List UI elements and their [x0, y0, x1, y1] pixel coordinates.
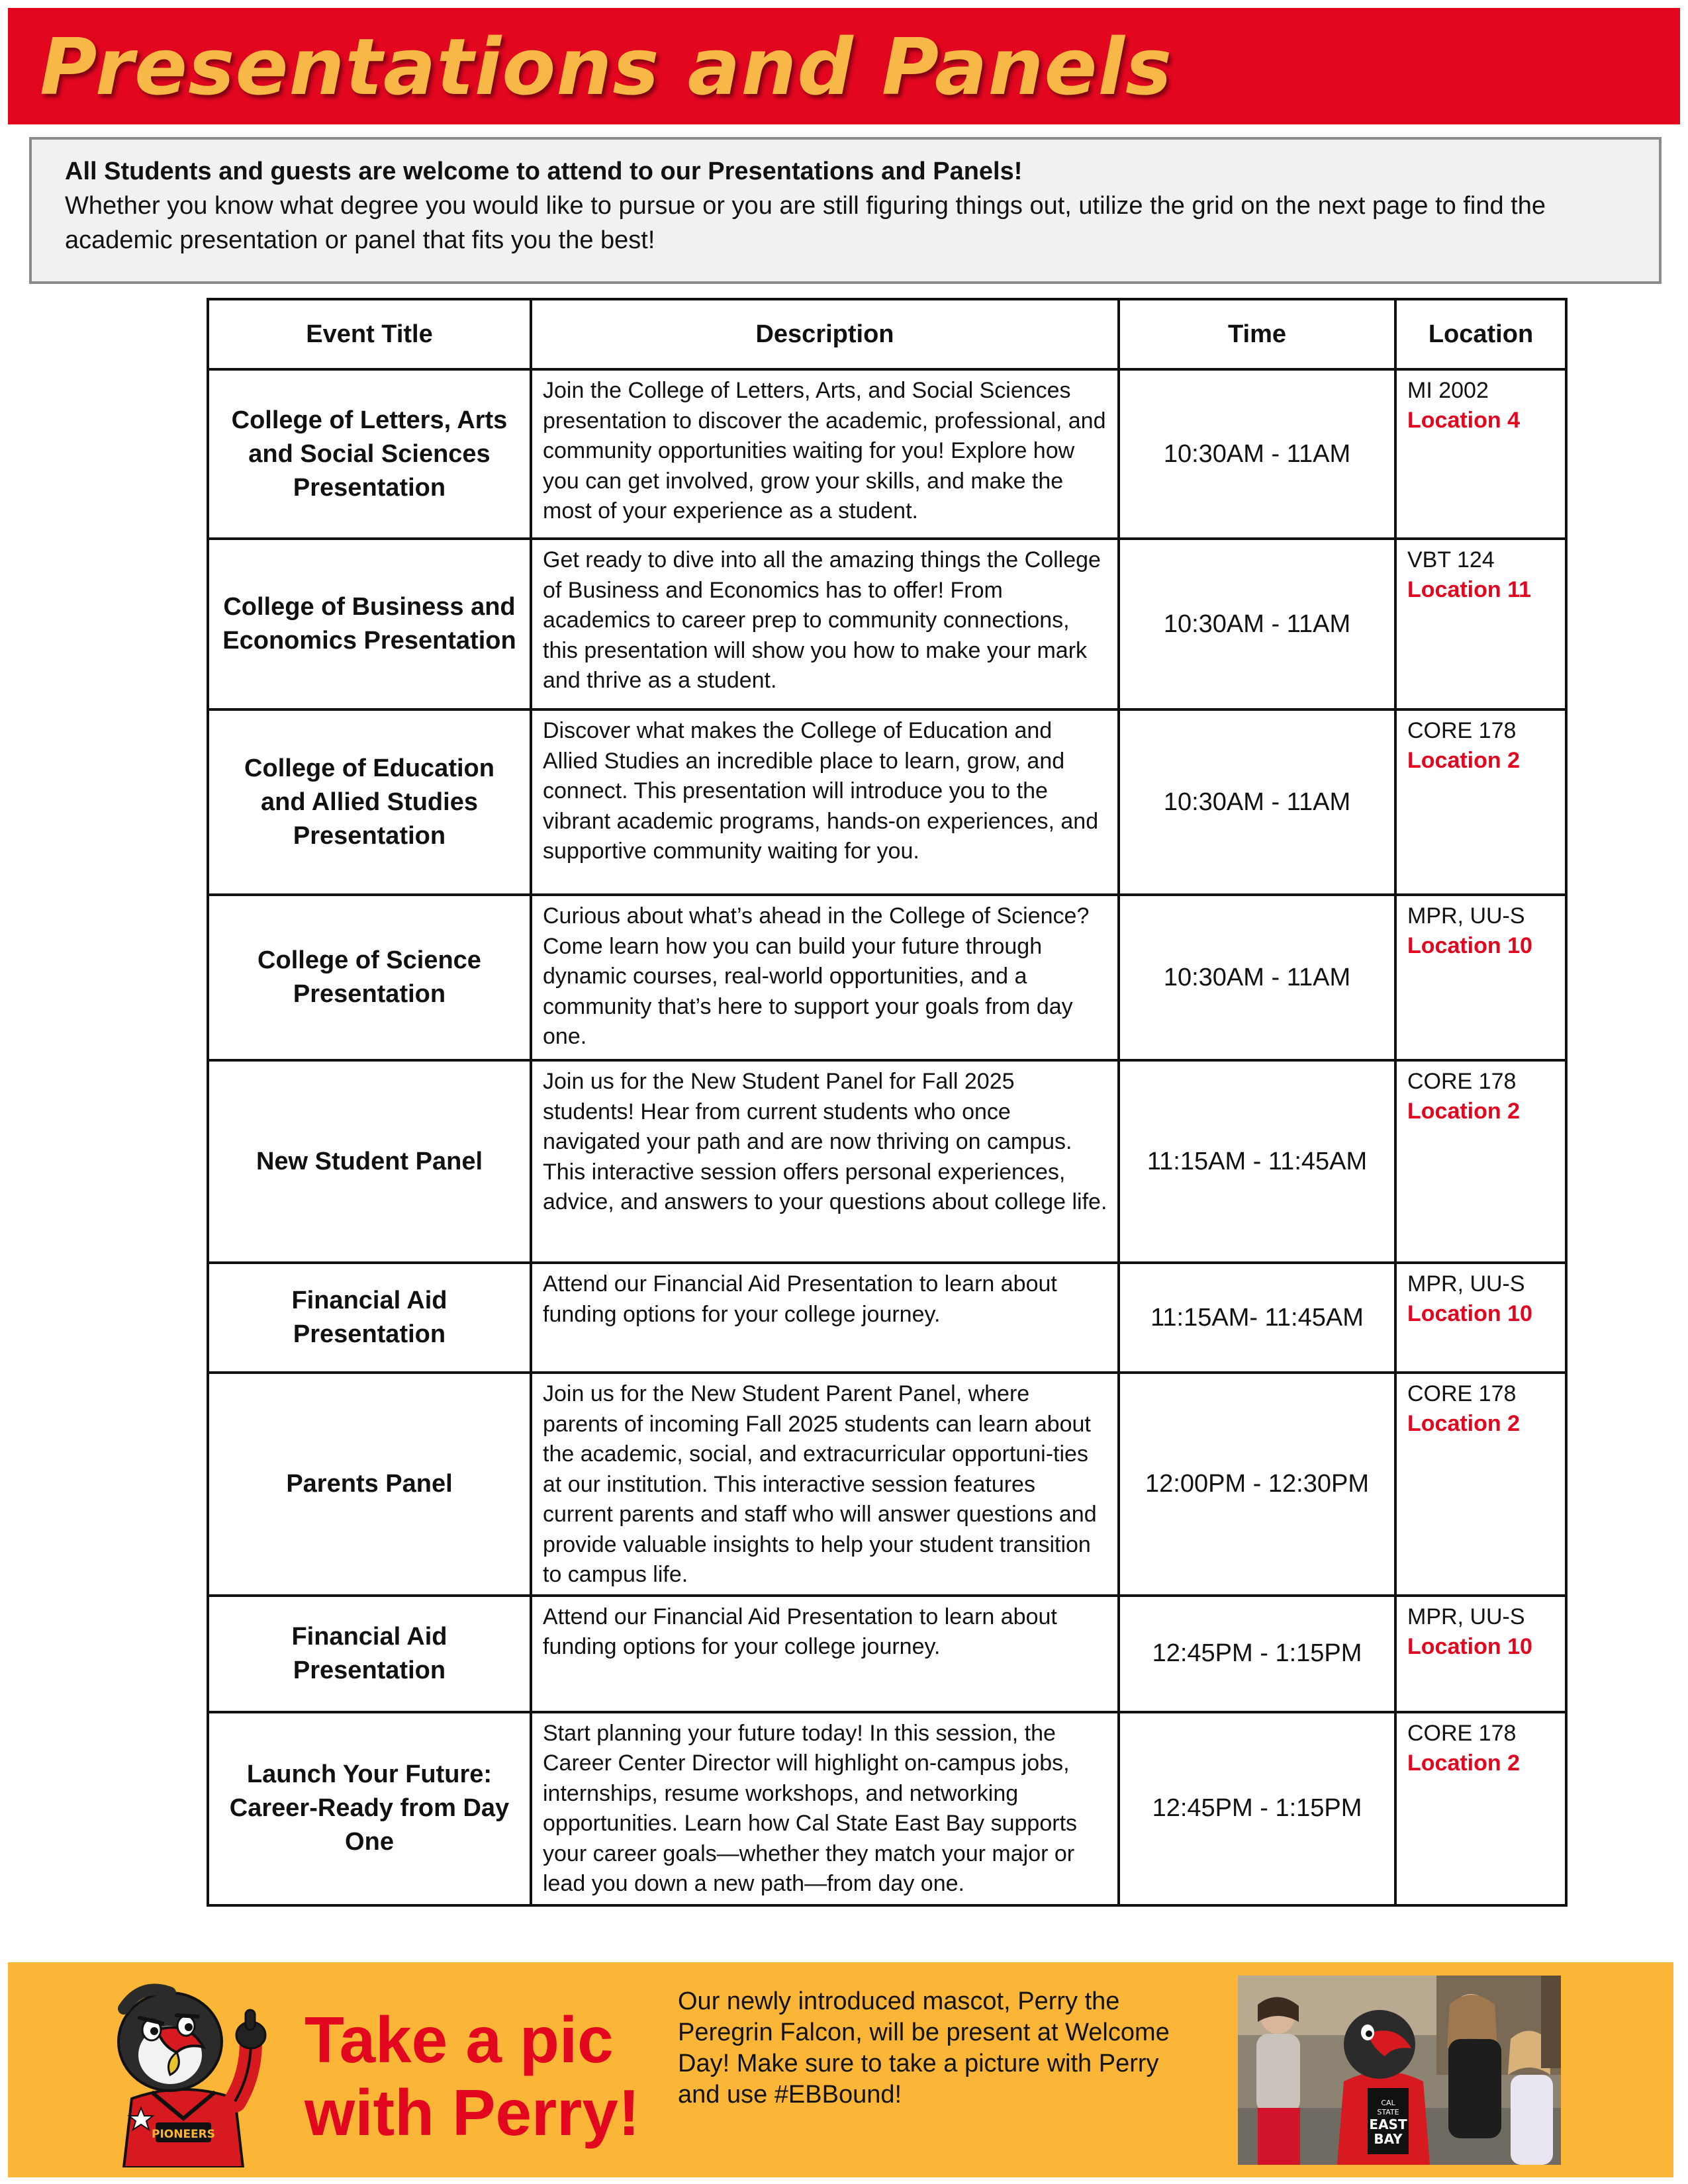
location-number: Location 10 [1407, 933, 1532, 958]
event-location [1395, 1712, 1566, 1905]
event-time: 11:15AM- 11:45AM [1119, 1263, 1395, 1373]
event-location [1395, 369, 1566, 539]
location-room: CORE 178 [1407, 1069, 1517, 1094]
event-title: Parents Panel [208, 1373, 531, 1596]
location-room: CORE 178 [1407, 718, 1517, 743]
event-title: College of Business and Economics Presentation [208, 539, 531, 709]
location-room: MPR, UU-S [1407, 1604, 1525, 1629]
location-number: Location 2 [1407, 1750, 1521, 1776]
event-location [1395, 895, 1566, 1060]
table-row [208, 1373, 1566, 1596]
jersey-text: PIONEERS [151, 2128, 216, 2141]
take-a-pic-line-1: Take a pic [305, 2003, 614, 2076]
event-location [1395, 539, 1566, 709]
event-title: College of Science Presentation [208, 895, 531, 1060]
event-location [1395, 1263, 1566, 1373]
location-number: Location 2 [1407, 748, 1521, 773]
event-description: Join us for the New Student Parent Panel, where parents of incoming Fall 2025 students can learn about the academic, social, and extracurricular opportuni-ties at our institution. This interactive session features current parents and staff who will answer questions and provide valuable insights to help your student transition to campus life. [531, 1373, 1119, 1596]
event-title: Launch Your Future: Career-Ready from Day One [208, 1712, 531, 1905]
event-title: Financial Aid Presentation [208, 1263, 531, 1373]
sign-text-east: EAST [1369, 2116, 1407, 2132]
location-number: Location 10 [1407, 1301, 1532, 1326]
take-a-pic-line-2: with Perry! [305, 2076, 640, 2149]
event-title: Financial Aid Presentation [208, 1596, 531, 1712]
event-title: New Student Panel [208, 1060, 531, 1263]
column-header-description: Description [531, 299, 1119, 369]
footer-banner [8, 1962, 1673, 2177]
table-row [208, 1596, 1566, 1712]
event-description: Join us for the New Student Panel for Fall 2025 students! Hear from current students who once navigated your path and are now thriving on campus. This interactive session offers personal experiences, advice, and answers to your questions about college life. [531, 1060, 1119, 1263]
location-number: Location 4 [1407, 408, 1521, 433]
mascot-description: Our newly introduced mascot, Perry the Peregrin Falcon, will be present at Welcome Day! Make sure to take a picture with Perry and use #EBBound! [678, 1987, 1170, 2109]
intro-heading: All Students and guests are welcome to attend to our Presentations and Panels! [65, 158, 1023, 185]
location-room: MI 2002 [1407, 378, 1489, 403]
sign-text-bay: BAY [1374, 2131, 1403, 2147]
event-description: Attend our Financial Aid Presentation to learn about funding options for your college journey. [531, 1596, 1119, 1712]
location-room: CORE 178 [1407, 1720, 1517, 1746]
event-location [1395, 1596, 1566, 1712]
event-description: Get ready to dive into all the amazing things the College of Business and Economics has to offer! From academics to career prep to community connections, this presentation will show you how to make your mark and thrive as a student. [531, 539, 1119, 709]
event-time: 10:30AM - 11AM [1119, 709, 1395, 895]
event-description: Join the College of Letters, Arts, and Social Sciences presentation to discover the academic, professional, and community opportunities waiting for you! Explore how you can get involved, grow your skills, and make the most of your experience as a student. [531, 369, 1119, 539]
event-time: 12:45PM - 1:15PM [1119, 1596, 1395, 1712]
table-row [208, 539, 1566, 709]
event-description: Curious about what’s ahead in the College of Science? Come learn how you can build your future through dynamic courses, real-world opportunities, and a community that’s here to support your goals from day one. [531, 895, 1119, 1060]
event-title: College of Education and Allied Studies Presentation [208, 709, 531, 895]
column-header-time: Time [1119, 299, 1395, 369]
location-number: Location 11 [1407, 577, 1532, 602]
event-description: Attend our Financial Aid Presentation to learn about funding options for your college journey. [531, 1263, 1119, 1373]
location-room: MPR, UU-S [1407, 1271, 1525, 1297]
header-banner [8, 8, 1680, 124]
take-a-pic-heading [305, 2003, 639, 2149]
event-time: 12:45PM - 1:15PM [1119, 1712, 1395, 1905]
column-header-location: Location [1395, 299, 1566, 369]
location-number: Location 2 [1407, 1099, 1521, 1124]
table-header-row [208, 299, 1566, 369]
event-location [1395, 1373, 1566, 1596]
event-location [1395, 1060, 1566, 1263]
table-row [208, 895, 1566, 1060]
page-title: Presentations and Panels [40, 21, 1173, 113]
event-time: 10:30AM - 11AM [1119, 539, 1395, 709]
event-time: 12:00PM - 12:30PM [1119, 1373, 1395, 1596]
event-title: College of Letters, Arts and Social Sciences Presentation [208, 369, 531, 539]
table-row [208, 1712, 1566, 1905]
event-location [1395, 709, 1566, 895]
event-time: 10:30AM - 11AM [1119, 369, 1395, 539]
location-number: Location 10 [1407, 1633, 1532, 1659]
event-time: 10:30AM - 11AM [1119, 895, 1395, 1060]
table-row [208, 1060, 1566, 1263]
mascot-photo [1238, 1976, 1561, 2165]
events-table [207, 298, 1568, 1907]
mascot-illustration [77, 1969, 289, 2167]
table-row [208, 709, 1566, 895]
location-number: Location 2 [1407, 1411, 1521, 1436]
event-time: 11:15AM - 11:45AM [1119, 1060, 1395, 1263]
table-row [208, 369, 1566, 539]
sign-text-cal: CAL [1381, 2099, 1395, 2107]
sign-text-state: STATE [1377, 2108, 1399, 2116]
column-header-event-title: Event Title [208, 299, 531, 369]
location-room: MPR, UU-S [1407, 903, 1525, 929]
table-row [208, 1263, 1566, 1373]
location-room: VBT 124 [1407, 547, 1495, 572]
event-description: Discover what makes the College of Education and Allied Studies an incredible place to learn, grow, and connect. This presentation will introduce you to the vibrant academic programs, hands-on experiences, and supportive community waiting for you. [531, 709, 1119, 895]
intro-body: Whether you know what degree you would like to pursue or you are still figuring things out, utilize the grid on the next page to find the academic presentation or panel that fits you the best! [65, 192, 1546, 254]
location-room: CORE 178 [1407, 1381, 1517, 1406]
event-description: Start planning your future today! In this session, the Career Center Director will highlight on-campus jobs, internships, resume workshops, and networking opportunities. Learn how Cal State East Bay supports your career goals—whether they match your major or lead you down a new path—from day one. [531, 1712, 1119, 1905]
intro-box [29, 137, 1662, 284]
